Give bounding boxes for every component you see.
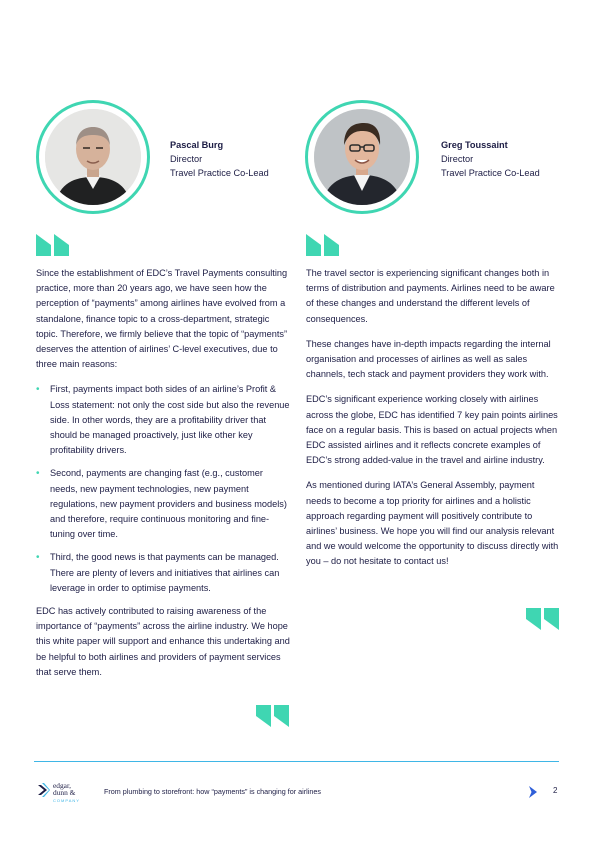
paragraph: The travel sector is experiencing significant changes both in terms of distribution and payments. Airlines need to be aware of these changes and understand the different levels of consequences. [306,268,555,324]
person-title: Travel Practice Co-Lead [441,168,540,178]
list-item: • Second, payments are changing fast (e.g., customer needs, new payment technologies, new payment regulations, new payment providers and business models) and therefore, require continuous monitoring and fine-tuning over time. [36,466,292,542]
footer-divider [34,761,559,762]
person-name: Pascal Burg [170,140,224,150]
list-item: • Third, the good news is that payments can be managed. There are plenty of levers and initiatives that airlines can leverage in order to optimise payments. [36,550,292,596]
quote-open-icon [306,234,340,256]
logo-line: dunn & [53,788,76,798]
logo-chevron-icon [38,782,50,798]
paragraph: As mentioned during IATA’s General Assembly, payment needs to become a top priority for airlines and a holistic approach regarding payment will positively contribute to airlines’ business. We hope you will find our analysis relevant and we would welcome the opportunity to discuss directly with you – do not hesitate to contact us! [306,480,559,567]
person-info [170,138,269,180]
portrait-greg [314,109,410,205]
paragraph: These changes have in-depth impacts regarding the internal organisation and processes of airlines as well as sales channels, tech stack and payment providers they work with. [306,338,551,380]
person-title: Travel Practice Co-Lead [170,168,269,178]
right-column [306,266,562,580]
intro-paragraph: Since the establishment of EDC’s Travel Payments consulting practice, more than 20 years ago, we have seen how the perception of “payments” among airlines have evolved from a standalone, finance topic to a cross-department, strategic topic. Therefore, we firmly believe that the topic of “payments” deserves the attention of airlines’ C-level executives, due to three main reasons: [36,268,288,370]
person-role: Director [441,154,474,164]
left-column [36,266,292,690]
logo-sub: COMPANY [53,798,80,803]
quote-open-icon [36,234,70,256]
list-item: • First, payments impact both sides of an airline’s Profit & Loss statement: not only the cost side but also the revenue side. In other words, they are a profitability driver that should be managed proactively, just like other key profitability drivers. [36,382,292,458]
person-info [441,138,540,180]
avatar [36,100,150,214]
quote-close-icon [256,705,290,727]
person-name: Greg Toussaint [441,140,508,150]
person-role: Director [170,154,203,164]
company-logo [38,781,80,803]
portrait-pascal [45,109,141,205]
quote-close-icon [526,608,560,630]
closing-paragraph: EDC has actively contributed to raising awareness of the importance of “payments” across the airline industry. We hope this white paper will support and enhance this undertaking and be helpful to both airlines and providers of payment services that serve them. [36,606,290,677]
paragraph: EDC’s significant experience working closely with airlines across the globe, EDC has identified 7 key pain points airlines face on a regular basis. This is based on actual projects when EDC assisted airlines and it reflects concrete examples of EDC’s strong added-value in the travel and airline industry. [306,394,558,466]
page-number: 2 [553,786,558,795]
chevron-right-icon [528,785,538,803]
footer-title: From plumbing to storefront: how “payments” is changing for airlines [104,787,321,796]
avatar [305,100,419,214]
logo-line: edgar, [53,781,71,790]
reasons-list [36,382,292,596]
